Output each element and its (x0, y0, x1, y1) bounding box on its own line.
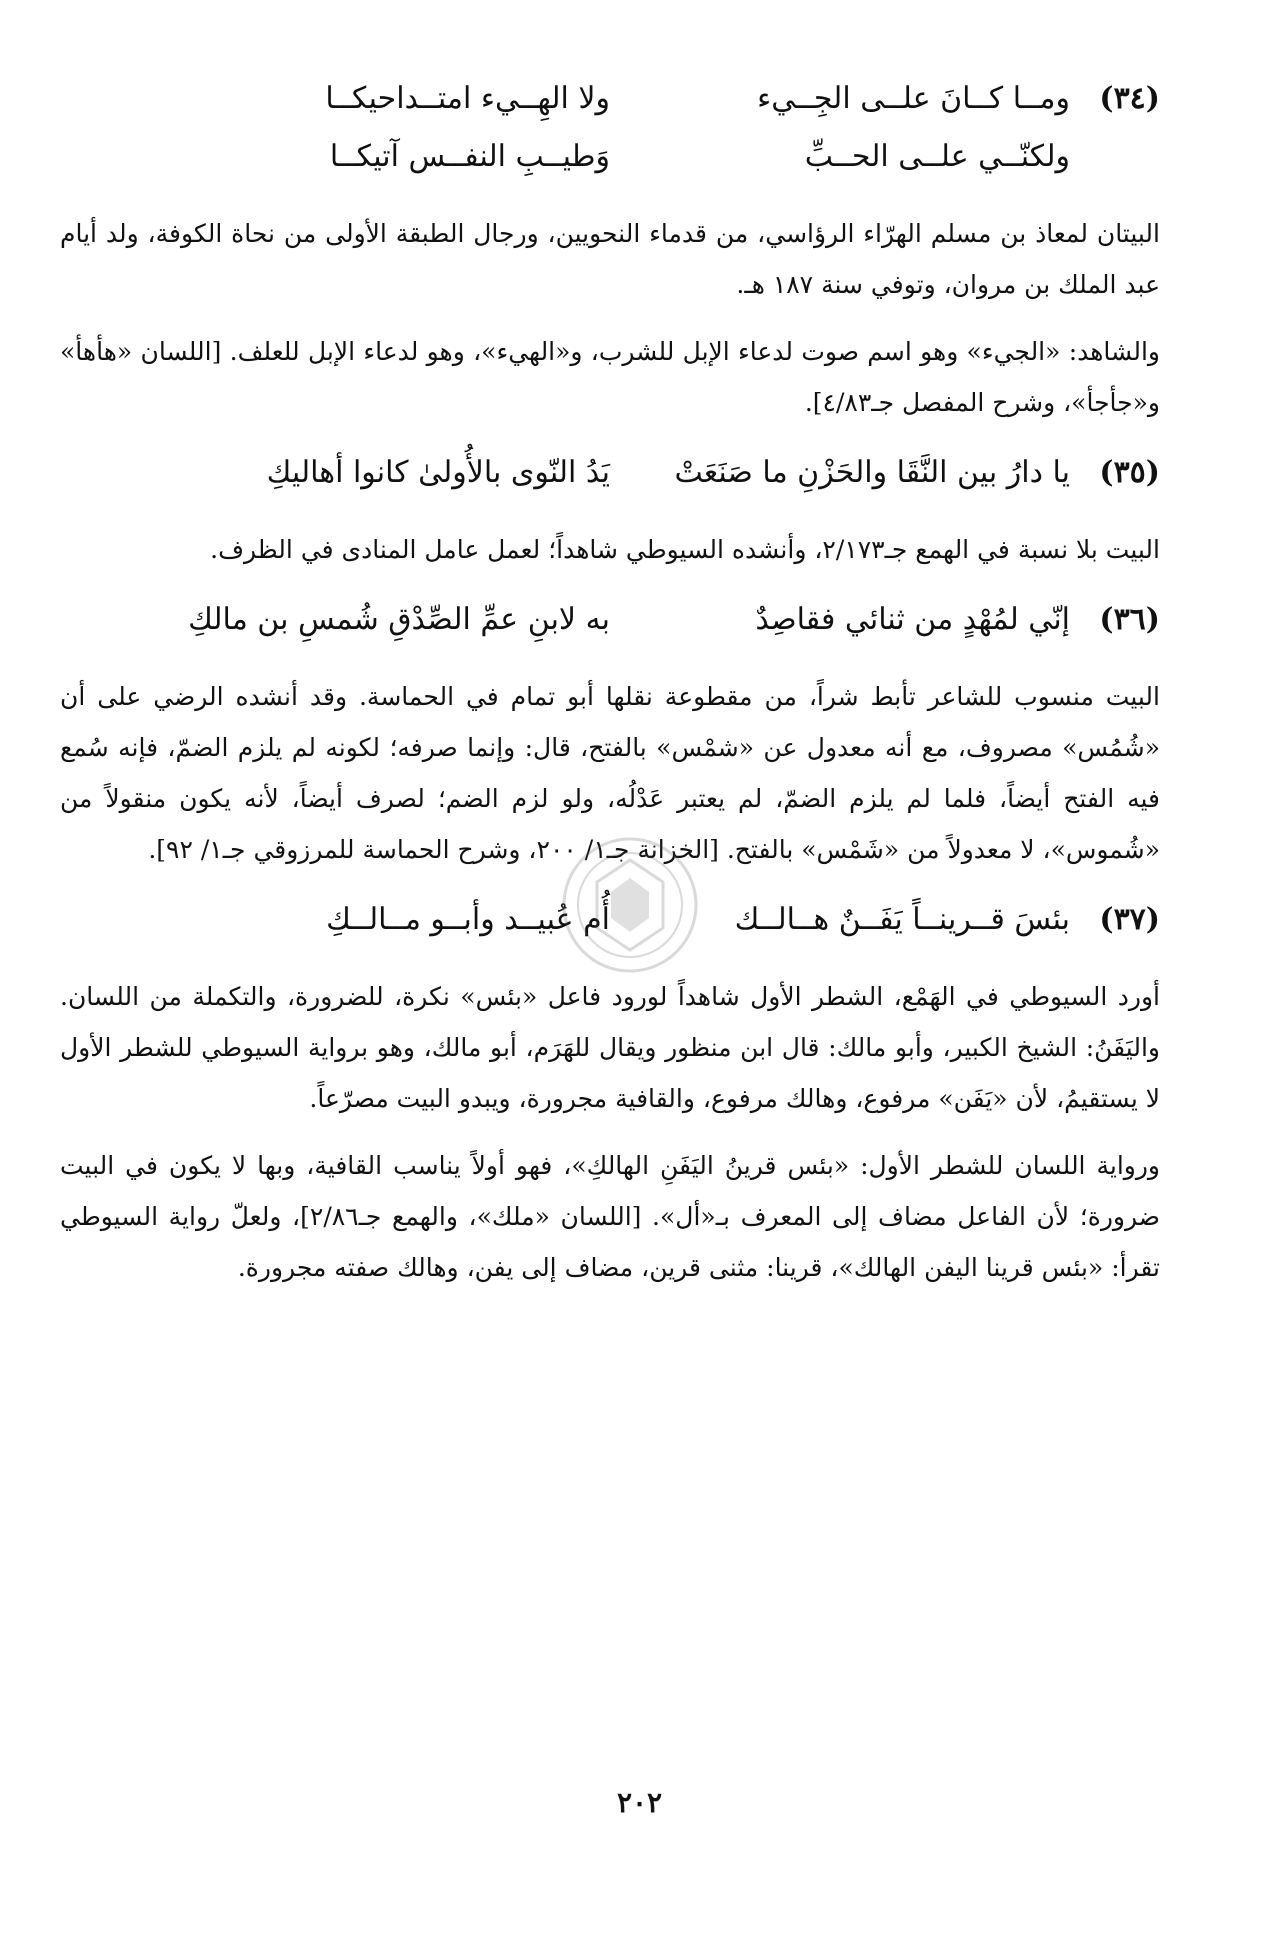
verse-first-hemistich: إنّي لمُهْدٍ من ثنائي فقاصِدٌ (755, 602, 1070, 637)
verse-first-hemistich: يا دارُ بين النَّقَا والحَزْنِ ما صَنَعَتْ (674, 455, 1070, 490)
verse-line (60, 128, 1160, 186)
verse-first-hemistich: ولكنّــي علــى الحــبِّ (804, 139, 1070, 174)
verse-second-hemistich: وَطيــبِ النفــس آتيكــا (329, 139, 610, 174)
library-seal-watermark (555, 830, 705, 980)
verse-second-hemistich: ولا الهِــيء امتــداحيكــا (325, 81, 610, 116)
verse-block (60, 591, 1160, 649)
verse-first-hemistich: ومــا كــانَ علــى الجِــيء (757, 81, 1070, 116)
verse-block (60, 70, 1160, 186)
commentary-paragraph: أورد السيوطي في الهَمْع، الشطر الأول شاهداً لورود فاعل «بئس» نكرة، للضرورة، والتكملة من اللسان. واليَفَنُ: الشيخ الكبير، وأبو مالك: قال ابن منظور ويقال للهَرَم، أبو مالك، وهو برواية السيوطي للشطر الأول لا يستقيمُ، لأن «يَفَن» مرفوع، وهالك مرفوع، والقافية مجرورة، ويبدو البيت مصرّعاً. (60, 982, 1160, 1113)
verse-number: (٣٤) (1099, 81, 1160, 116)
verse-block (60, 444, 1160, 502)
verse-line (60, 70, 1160, 128)
verse-line (60, 591, 1160, 649)
verse-first-hemistich: بئسَ قــرينــاً يَفَــنٌ هــالــك (734, 902, 1070, 937)
commentary-paragraph: البيت منسوب للشاعر تأبط شراً، من مقطوعة نقلها أبو تمام في الحماسة. وقد أنشده الرضي على أن «شُمُس» مصروف، مع أنه معدول عن «شمْس» بالفتح، قال: وإنما صرفه؛ لكونه لم يلزم الضمّ، فإنه سُمع فيه الفتح أيضاً، فلما لم يلزم الضمّ، لم يعتبر عَدْلُه، ولو لزم الضم؛ لصرف أيضاً، لأنه يكون منقولاً من «شُموس»، لا معدولاً من «شَمْس» بالفتح. [الخزانة جـ١/ ٢٠٠، وشرح الحماسة للمرزوقي جـ١/ ٩٢]. (60, 682, 1160, 864)
verse-second-hemistich: أُم عُبيــد وأبــو مــالــكِ (326, 902, 610, 937)
commentary-paragraph: والشاهد: «الجيء» وهو اسم صوت لدعاء الإبل للشرب، و«الهيء»، وهو لدعاء الإبل للعلف. [اللسان «هأهأ» و«جأجأ»، وشرح المفصل جـ٤/٨٣]. (60, 337, 1160, 417)
commentary-paragraph: ورواية اللسان للشطر الأول: «بئس قرينُ اليَفَنِ الهالكِ»، فهو أولاً يناسب القافية، وبها لا يكون في البيت ضرورة؛ لأن الفاعل مضاف إلى المعرف بـ«أل». [اللسان «ملك»، والهمع جـ٢/٨٦]، ولعلّ رواية السيوطي تقرأ: «بئس قرينا اليفن الهالك»، قرينا: مثنى قرين، مضاف إلى يفن، وهالك صفته مجرورة. (60, 1151, 1160, 1282)
page-number: ٢٠٢ (616, 1786, 663, 1819)
commentary-paragraph: البيتان لمعاذ بن مسلم الهرّاء الرؤاسي، من قدماء النحويين، ورجال الطبقة الأولى من نحاة الكوفة، ولد أيام عبد الملك بن مروان، وتوفي سنة ١٨٧ هـ. (60, 219, 1160, 299)
page-body (60, 70, 1160, 1309)
verse-line (60, 444, 1160, 502)
verse-number: (٣٦) (1099, 602, 1160, 637)
verse-number: (٣٥) (1099, 455, 1160, 490)
verse-second-hemistich: يَدُ النّوى بالأُولىٰ كانوا أهاليكِ (266, 455, 610, 490)
verse-second-hemistich: به لابنِ عمِّ الصِّدْقِ شُمسِ بن مالكِ (188, 602, 610, 637)
commentary-paragraph: البيت بلا نسبة في الهمع جـ٢/١٧٣، وأنشده السيوطي شاهداً؛ لعمل عامل المنادى في الظرف. (210, 535, 1160, 564)
verse-number: (٣٧) (1099, 902, 1160, 937)
